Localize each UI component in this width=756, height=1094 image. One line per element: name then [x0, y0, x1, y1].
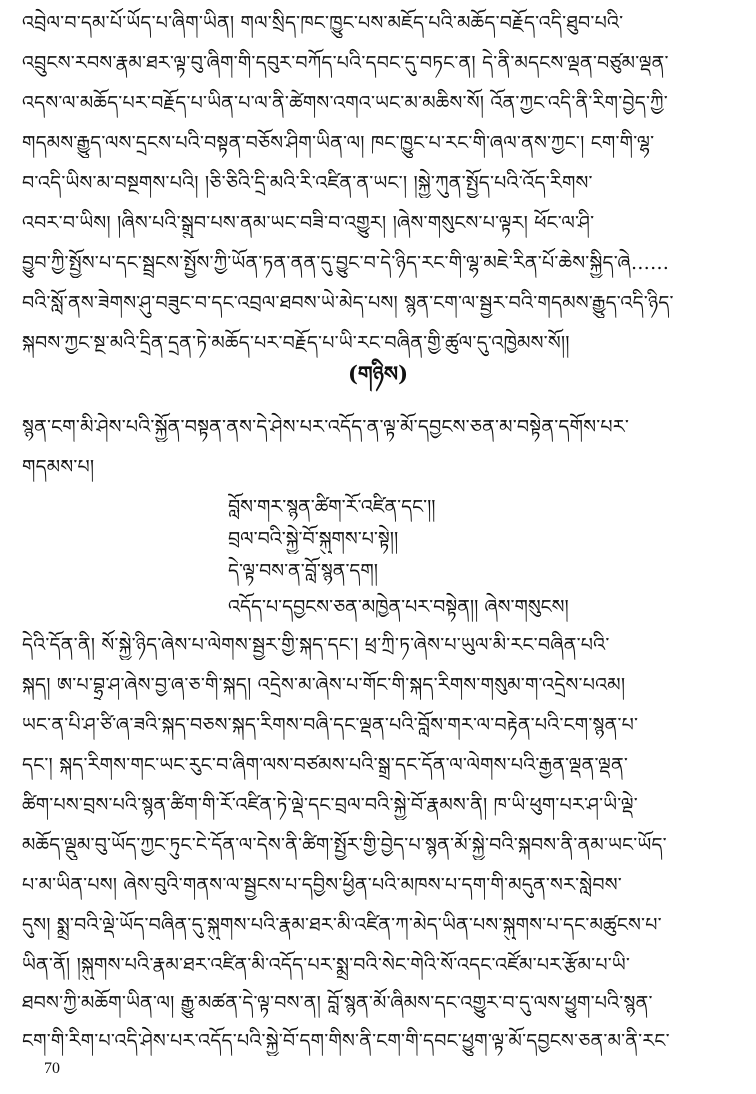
body-text-line: གདམས་རྒྱུད་ལས་དྲངས་པའི་བསྟན་བཅོས་ཤིག་ཡིན་ལ། ཁང་ཁྱུང་པ་རང་གི་ཞལ་ནས་ཀྱང་། ངག་གི་ལྷ་ — [22, 132, 655, 154]
intro-text-line: གདམས་པ། — [22, 456, 95, 478]
body-text-line: དུས། སྨྲ་བའི་ལྡེ་ཡོད་བཞིན་དུ་སྐུགས་པའི་རྣམ་ཐར་མི་འཛིན་ཀ་མེད་ཡིན་པས་སྐུགས་པ་དང་མཚུངས་པ་ — [22, 914, 662, 936]
verse-line: དེ་ལྟ་བས་ན་བློ་སྙན་དག། — [228, 560, 379, 582]
body-text-line: འདས་ལ་མཆོད་པར་བརྗོད་པ་ཡིན་པ་ལ་ནི་ཚེགས་འགའ་ཡང་མ་མཆིས་སོ། འོན་ཀྱང་འདི་ནི་རིག་བྱེད་ཀྱི་ — [22, 92, 668, 114]
verse-line: བྲལ་བའི་སྐྱེ་བོ་སྐུགས་པ་སྟེ།། — [228, 528, 399, 550]
body-text-line: སྐབས་ཀྱང་སྔ་མའི་དྲིན་དྲན་ཏེ་མཆོད་པར་བརྗོད་པ་ཡི་རང་བཞིན་གྱི་ཚུལ་དུ་འཁྱེམས་སོ།། — [22, 332, 570, 354]
body-text-line: དང་། སྐད་རིགས་གང་ཡང་རུང་བ་ཞིག་ལས་བཙམས་པའི་སྒྲ་དང་དོན་ལ་ལེགས་པའི་རྒྱན་ལྡན་ལྡན་ — [22, 754, 629, 776]
body-text-line: ཡིན་ནོ། །སྐུགས་པའི་རྣམ་ཐར་འཛིན་མི་འདོད་པར་སྨྲ་བའི་སེང་གེའི་སོ་འདང་འཛོམ་པར་རྩོམ་པ་ཡི་ — [22, 954, 631, 976]
body-text-line: སྐད། ཨ་པ་བྷྲ་ཤ་ཞེས་བྱ་ཞ་ཅ་གི་སྐད། འདྲེས་མ་ཞེས་པ་གོང་གི་སྐད་རིགས་གསུམ་ག་འདྲེས་པའམ། — [22, 674, 626, 696]
intro-text-line: སྙན་ངག་མི་ཤེས་པའི་སྐྱོན་བསྟན་ནས་དེ་ཤེས་པར་འདོད་ན་ལྟ་མོ་དབྱངས་ཅན་མ་བསྟེན་དགོས་པར་ — [22, 416, 630, 438]
body-text-line: ངག་གི་རིག་པ་འདི་ཤེས་པར་འདོད་པའི་སྐྱེ་བོ་དག་གིས་ནི་ངག་གི་དབང་ཕྱུག་ལྟ་མོ་དབྱངས་ཅན་མ་ནི་རང་ — [22, 1030, 670, 1052]
body-text-line: དེའི་དོན་ནི། སོ་སྐྱེ་ཉིད་ཞེས་པ་ལེགས་སྦྱར་གྱི་སྐད་དང་། ཕྲ་ཀྲི་ཏ་ཞེས་པ་ཡུལ་མི་རང་བཞིན་པའི་ — [22, 634, 610, 656]
body-text-line: ཐབས་ཀྱི་མཆོག་ཡིན་ལ། རྒྱུ་མཚན་དེ་ལྟ་བས་ན། བློ་སྙན་མོ་ཞིམས་དང་འགྱུར་བ་དུ་ལས་ཕྱུག་པའི་སྙན་ — [22, 992, 653, 1014]
section-heading: (གཉིས) — [347, 361, 409, 386]
body-text-line: འབྲུངས་རབས་རྣམ་ཐར་ལྟ་བུ་ཞིག་གི་དབུར་བཀོད་པའི་དབང་དུ་བཏང་ན། དེ་ནི་མདངས་ལྡན་བཙུམ་ལྡན་ — [22, 52, 669, 74]
body-text-line: མཆོད་ལྡུམ་བུ་ཡོད་ཀྱང་ཏུང་ངེ་དོན་ལ་དེས་ནི་ཚིག་སྤྱོར་གྱི་བྱེད་པ་སྙན་མོ་སྐྱེ་བའི་སྐབས་ནི་ནམ་ཡང་ཡོད་ — [22, 834, 667, 856]
verse-line: བློས་གར་སྙན་ཚིག་རོ་འཛིན་དང་།། — [228, 496, 436, 518]
body-text-line: བྱུབ་ཀྱི་སྤྱོས་པ་དང་སྦྲངས་སྤྱོས་ཀྱི་ཡོན་ཏན་ནན་དུ་བྱུང་བ་དེ་ཉིད་རང་གི་ལྷ་མཇེ་རིན་པོ་ཆེས་སྐྱིད་ཞེ…… — [22, 252, 670, 274]
page-number: 70 — [44, 1060, 60, 1077]
body-text-line: ཚིག་པས་བྲས་པའི་སྙན་ཚིག་གི་རོ་འཛིན་ཏེ་ལྡེ་དང་བྲལ་བའི་སྐྱེ་བོ་རྣམས་ནི། ཁ་ཡི་ཕུག་པར་ཤ་ཡི་ལྡེ་ — [22, 794, 638, 816]
body-text-line: པ་མ་ཡིན་པས། ཞེས་བུའི་གནས་ལ་སྦྱངས་པ་དབྱིས་ཕྱིན་པའི་མཁས་པ་དག་གི་མདུན་སར་སླེབས་ — [22, 874, 622, 896]
verse-line: འདོད་པ་དབྱངས་ཅན་མཁྱེན་པར་བསྟེན།། ཞེས་གསུངས། — [228, 596, 569, 618]
body-text-line: བའི་སློ་ནས་ཟེགས་ཤུ་བཟུང་བ་དང་འབྲལ་ཐབས་ཡེ་མེད་པས། སྙན་ངག་ལ་སྦྱར་བའི་གདམས་རྒྱུད་འདི་ཉིད་ — [22, 292, 674, 314]
body-text-line: འབྲེལ་བ་དམ་པོ་ཡོད་པ་ཞིག་ཡིན། གལ་སྲིད་ཁང་ཁྱུང་པས་མཇོད་པའི་མཆོད་བརྗོད་འདི་ཐུབ་པའི་ — [22, 12, 624, 34]
body-text-line: ཡང་ན་པི་ཤ་ཙི་ཞ་ཟའི་སྐད་བཅས་སྐད་རིགས་བཞི་དང་ལྡན་པའི་བློས་གར་ལ་བརྟེན་པའི་ངག་སྙན་པ་ — [22, 714, 639, 736]
body-text-line: འབར་བ་ཡིས། །ཞིས་པའི་སྒྲུབ་པས་ནམ་ཡང་བཟི་བ་འགྱུར། །ཞེས་གསུངས་པ་ལྟར། ཕོང་ལ་ཤི་ — [22, 212, 595, 234]
body-text-line: བ་འདི་ཡིས་མ་བསྔགས་པའི། །ཅི་ཅིའི་དྲི་མའི་རི་འཛིན་ན་ཡང་། །སྐྱེ་ཀུན་སྤྱོད་པའི་འོད་རིགས་ — [22, 172, 593, 194]
